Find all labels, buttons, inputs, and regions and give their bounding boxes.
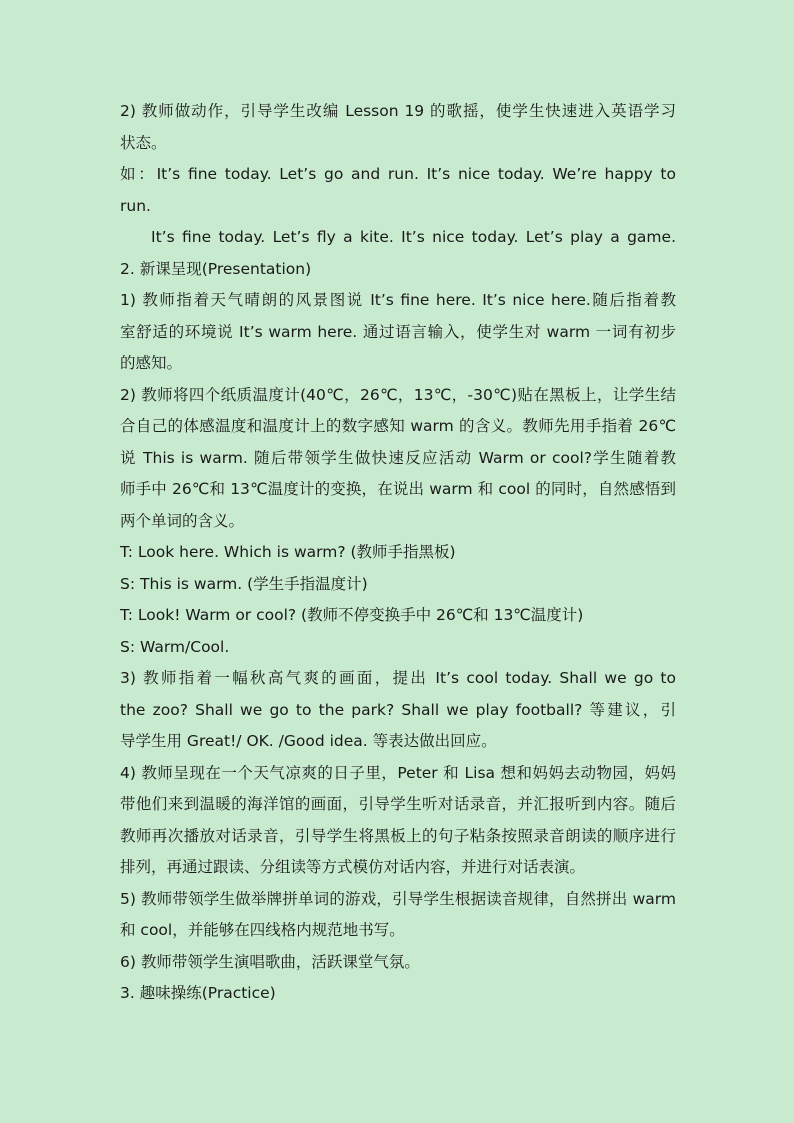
text-line: 和 cool，并能够在四线格内规范地书写。 [120,921,405,939]
text-line: 2) 教师将四个纸质温度计(40℃，26℃，13℃，-30℃)贴在黑板上，让学生结 [120,385,676,404]
text-line: 6) 教师带领学生演唱歌曲，活跃课堂气氛。 [120,952,420,971]
text-line: 5) 教师带领学生做举牌拼单词的游戏，引导学生根据读音规律，自然拼出 warm [120,889,676,908]
text-line: the zoo? Shall we go to the park? Shall we play football? 等建议，引 [120,700,676,719]
section-heading: 2. 新课呈现(Presentation) [120,259,312,278]
text-line: 3) 教师指着一幅秋高气爽的画面，提出 It’s cool today. Shall we go to [120,669,676,687]
text-line: 两个单词的含义。 [120,511,245,530]
text-line: 1) 教师指着天气晴朗的风景图说 It’s fine here. It’s nice here.随后指着教 [120,291,676,309]
text-line: 教师再次播放对话录音，引导学生将黑板上的句子粘条按照录音朗读的顺序进行 [120,826,676,845]
text-line: 4) 教师呈现在一个天气凉爽的日子里，Peter 和 Lisa 想和妈妈去动物园，妈妈 [120,763,676,782]
dialogue-line: T: Look! Warm or cool? (教师不停变换手中 26℃和 13℃温度计) [120,606,584,624]
text-line: 说 This is warm. 随后带领学生做快速反应活动 Warm or cool?学生随着教 [120,448,676,467]
text-line: 2) 教师做动作，引导学生改编 Lesson 19 的歌摇，使学生快速进入英语学习 [120,102,676,120]
text-line: 的感知。 [120,354,183,372]
dialogue-line: T: Look here. Which is warm? (教师手指黑板) [120,543,456,561]
text-line: 排列，再通过跟读、分组读等方式模仿对话内容，并进行对话表演。 [120,858,586,876]
document-page [120,96,676,1010]
text-line: 合自己的体感温度和温度计上的数字感知 warm 的含义。教师先用手指着 26℃ [120,417,676,435]
text-line: 师手中 26℃和 13℃温度计的变换，在说出 warm 和 cool 的同时，自然感悟到 [120,480,676,498]
text-line: 如：It’s fine today. Let’s go and run. It’s nice today. We’re happy to [120,165,676,183]
text-line: 状态。 [120,133,167,152]
text-line: 导学生用 Great!/ OK. /Good idea. 等表达做出回应。 [120,732,497,750]
section-heading: 3. 趣味操练(Practice) [120,984,276,1002]
text-line: 带他们来到温暖的海洋馆的画面，引导学生听对话录音，并汇报听到内容。随后 [120,795,676,813]
text-line: run. [120,196,151,215]
text-line: 室舒适的环境说 It’s warm here. 通过语言输入，使学生对 warm 一词有初步 [120,322,676,341]
dialogue-line: S: This is warm. (学生手指温度计) [120,574,368,593]
dialogue-line: S: Warm/Cool. [120,637,230,656]
text-line: It’s fine today. Let’s fly a kite. It’s nice today. Let’s play a game. [151,228,676,246]
